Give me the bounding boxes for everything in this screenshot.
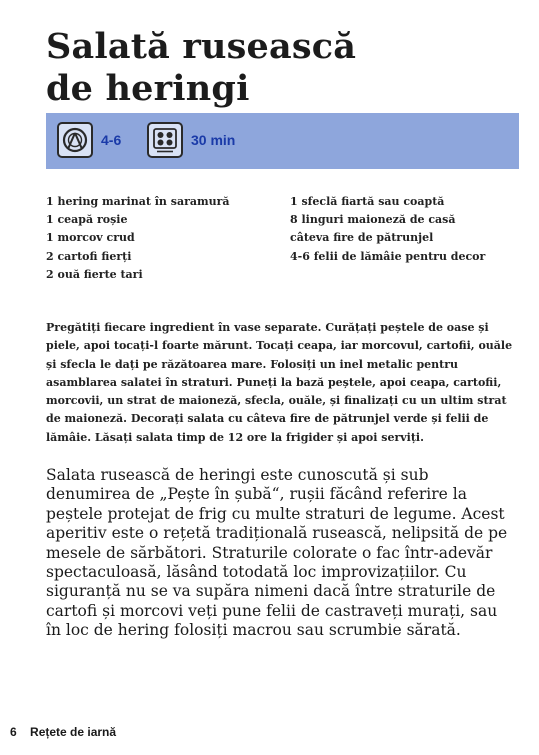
intro-line: în loc de hering folosiți macrou sau scrumbie sărată. <box>46 621 461 640</box>
intro-paragraph <box>46 466 526 641</box>
ingredients-list-right <box>290 193 485 266</box>
ingredient-item: câteva fire de pătrunjel <box>290 231 434 245</box>
intro-line: mesele de sărbători. Straturile colorate o fac într-adevăr <box>46 543 493 562</box>
ingredient-item: 1 morcov crud <box>46 231 135 245</box>
ingredient-item: 1 ceapă roșie <box>46 213 128 227</box>
ingredient-item: 1 sfeclă fiartă sau coaptă <box>290 195 445 208</box>
section-name: Rețete de iarnă <box>30 725 117 739</box>
recipe-info-band <box>46 113 519 169</box>
method-line: de maioneză. Decorați salata cu câteva fire de pătrunjel verde și felii de <box>46 412 489 426</box>
intro-line: aperitiv este o rețetă tradițională rusească, nelipsită de pe <box>46 524 508 543</box>
method-paragraph <box>46 319 513 447</box>
page-number: 6 <box>10 725 17 739</box>
intro-line: siguranță nu se va supăra nimeni dacă între straturile de <box>46 582 496 601</box>
intro-line: cartofi și morcovi veți pune felii de castraveți murați, sau <box>46 601 498 620</box>
recipe-title-line-1: Salată rusească <box>46 26 357 67</box>
recipe-title-line-2: de heringi <box>46 68 250 109</box>
cooking-time: 30 min <box>191 132 236 148</box>
ingredient-item: 8 linguri maioneză de casă <box>290 213 456 227</box>
cooktop-icon <box>147 122 183 158</box>
ingredient-item: 2 ouă fierte tari <box>46 267 143 281</box>
intro-line: spectaculoasă, lăsând totodată loc improvizațiilor. Cu <box>46 563 467 582</box>
method-line: piele, apoi tocați-l foarte mărunt. Tocați ceapa, iar morcovul, cartofii, ouăle <box>46 339 513 353</box>
ingredient-item: 2 cartofi fierți <box>46 249 132 263</box>
method-line: Pregătiți fiecare ingredient în vase separate. Curățați peștele de oase și <box>46 321 489 334</box>
method-line: morcovii, un strat de maioneză, sfecla, ouăle, și finalizați cu un ultim strat <box>46 394 507 408</box>
method-line: și sfecla le dați pe răzătoarea mare. Folosiți un inel metalic pentru <box>46 357 459 371</box>
method-line: asamblarea salatei în straturi. Puneți la bază peștele, apoi ceapa, cartofii, <box>46 375 502 389</box>
ingredient-item: 1 hering marinat în saramură <box>46 195 230 208</box>
ingredient-item: 4-6 felii de lămâie pentru decor <box>290 249 486 263</box>
intro-line: peștele protejat de frig cu multe straturi de legume. Acest <box>46 504 505 523</box>
ingredients-list-left <box>46 193 230 284</box>
page-footer <box>10 725 126 739</box>
servings-plate-icon <box>57 122 93 158</box>
method-line: lămâie. Lăsați salata timp de 12 ore la frigider și apoi serviți. <box>46 430 424 444</box>
recipe-title <box>46 26 356 110</box>
intro-line: denumirea de „Pește în șubă“, rușii făcând referire la <box>46 485 467 504</box>
servings-count: 4-6 <box>101 132 122 148</box>
intro-line: Salata rusească de heringi este cunoscută și sub <box>46 466 429 484</box>
